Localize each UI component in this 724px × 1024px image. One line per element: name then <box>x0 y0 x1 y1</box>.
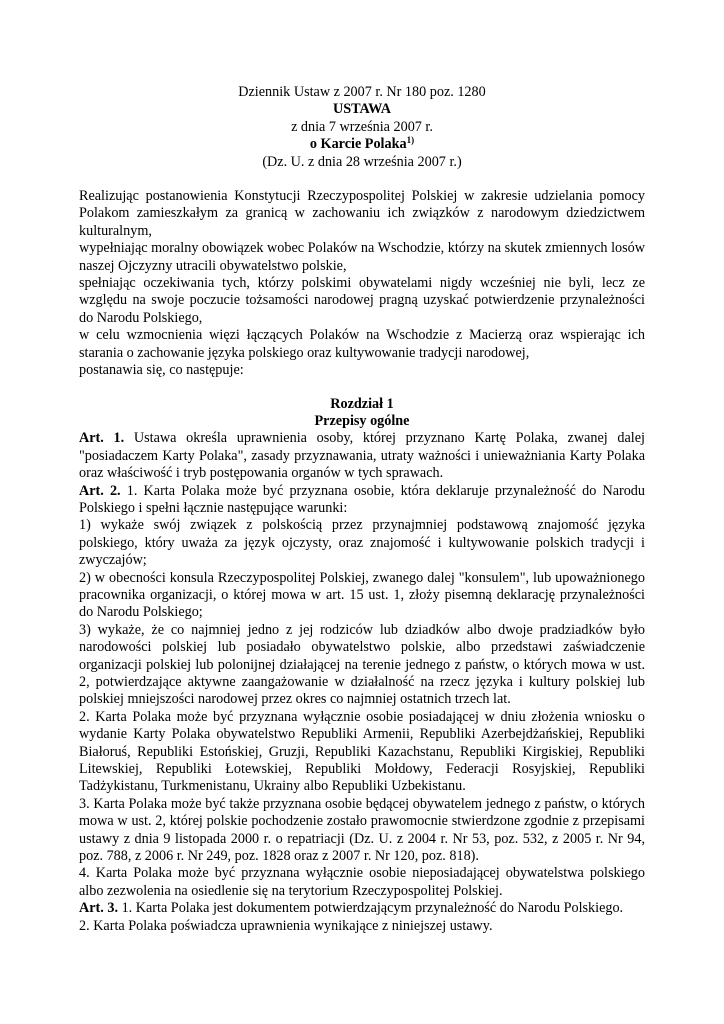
act-source: (Dz. U. z dnia 28 września 2007 r.) <box>262 153 462 170</box>
preamble-paragraph: wypełniając moralny obowiązek wobec Polaków na Wschodzie, którzy na skutek zmiennych losów naszej Ojczyzny utracili obywatelstwo polskie, <box>79 240 645 274</box>
article-1-label: Art. 1. <box>79 430 125 447</box>
act-type: USTAWA <box>332 101 392 118</box>
article-1-text: Ustawa określa uprawnienia osoby, której przyznano Kartę Polaka, zwanej dalej "posiadaczem Karty Polaka", zasady przyznawania, utraty ważności i unieważniania Karty Polaka oraz właściwość i tryb postępowania organów w tych sprawach. <box>79 430 645 482</box>
article-2-item: 3) wykaże, że co najmniej jedno z jej rodziców lub dziadków albo dwoje pradziadków było narodowości polskiej lub posiadało obywatelstwo polskie, albo przedstawi zaświadczenie organizacji polskiej lub polonijnej działającej na terenie jednego z państw, o których mowa w ust. 2, potwierdzające aktywne zaangażowanie w działalność na rzecz języka i kultury polskiej lub polskiej mniejszości narodowej przez okres co najmniej ostatnich trzech lat. <box>79 621 645 708</box>
preamble-paragraph: w celu wzmocnienia więzi łączących Polaków na Wschodzie z Macierzą oraz wspierając ich starania o zachowanie języka polskiego oraz kultywowanie tradycji narodowej, <box>79 327 645 361</box>
journal-reference: Dziennik Ustaw z 2007 r. Nr 180 poz. 1280 <box>238 84 486 100</box>
document-header <box>79 84 645 171</box>
chapter-title: Przepisy ogólne <box>314 412 410 429</box>
article-2-item: 4. Karta Polaka może być przyznana wyłącznie osobie nieposiadającej obywatelstwa polskiego albo zezwolenia na osiedlenie się na terytorium Rzeczypospolitej Polskiej. <box>79 865 645 899</box>
article-2-item: 2. Karta Polaka może być przyznana wyłącznie osobie posiadającej w dniu złożenia wniosku o wydanie Karty Polaka obywatelstwo Republiki Armenii, Republiki Azerbejdżańskiej, Republiki Białoruś, Republiki Estońskiej, Gruzji, Republiki Kazachstanu, Republiki Kirgiskiej, Republiki Litewskiej, Republiki Łotewskiej, Republiki Mołdowy, Federacji Rosyjskiej, Republiki Tadżykistanu, Turkmenistanu, Ukrainy albo Republiki Uzbekistanu. <box>79 708 645 795</box>
preamble <box>79 188 645 379</box>
article-2-item: 3. Karta Polaka może być także przyznana osobie będącej obywatelem jednego z państw, o których mowa w ust. 2, której polskie pochodzenie zostało prawomocnie stwierdzone zgodnie z przepisami ustawy z dnia 9 listopada 2000 r. o repatriacji (Dz. U. z 2004 r. Nr 53, poz. 532, z 2005 r. Nr 94, poz. 788, z 2006 r. Nr 249, poz. 1828 oraz z 2007 r. Nr 120, poz. 818). <box>79 795 645 865</box>
article-1-paragraph <box>79 430 645 482</box>
footnote-mark: 1) <box>406 135 415 146</box>
chapter-number: Rozdział 1 <box>330 395 394 412</box>
article-2-label: Art. 2. <box>79 482 121 499</box>
article-3 <box>79 900 645 935</box>
article-1 <box>79 430 645 482</box>
act-title-text: o Karcie Polaka <box>309 136 407 153</box>
preamble-paragraph: postanawia się, co następuje: <box>79 362 244 379</box>
article-2 <box>79 483 645 901</box>
article-3-label: Art. 3. <box>79 900 119 917</box>
preamble-paragraph: Realizując postanowienia Konstytucji Rzeczypospolitej Polskiej w zakresie udzielania pomocy Polakom zamieszkałym za granicą w zachowaniu ich związków z narodowym dziedzictwem kulturalnym, <box>79 188 645 239</box>
article-2-paragraph <box>79 483 645 518</box>
article-3-text: 1. Karta Polaka jest dokumentem potwierdzającym przynależność do Narodu Polskiego. <box>118 900 624 917</box>
chapter-heading <box>79 396 645 431</box>
preamble-paragraph: spełniając oczekiwania tych, którzy polskimi obywatelami nigdy wcześniej nie byli, lecz ze względu na swoje poczucie tożsamości narodowej pragną uzyskać potwierdzenie przynależności do Narodu Polskiego, <box>79 275 645 326</box>
act-title <box>79 136 645 153</box>
article-2-item: 2) w obecności konsula Rzeczypospolitej Polskiej, zwanego dalej "konsulem", lub upoważnionego pracownika organizacji, o której mowa w art. 15 ust. 1, złoży pisemną deklarację przynależności do Narodu Polskiego; <box>79 569 645 621</box>
article-2-item: 1) wykaże swój związek z polskością przez przynajmniej podstawową znajomość języka polskiego, który uważa za język ojczysty, oraz znajomość i kultywowanie polskich tradycji i zwyczajów; <box>79 517 645 569</box>
article-2-text: 1. Karta Polaka może być przyznana osobie, która deklaruje przynależność do Narodu Polskiego i spełni łącznie następujące warunki: <box>79 482 645 516</box>
document-page <box>79 84 645 935</box>
act-date: z dnia 7 września 2007 r. <box>291 118 433 135</box>
article-3-item: 2. Karta Polaka poświadcza uprawnienia wynikające z niniejszej ustawy. <box>79 917 493 934</box>
article-3-paragraph <box>79 900 645 917</box>
